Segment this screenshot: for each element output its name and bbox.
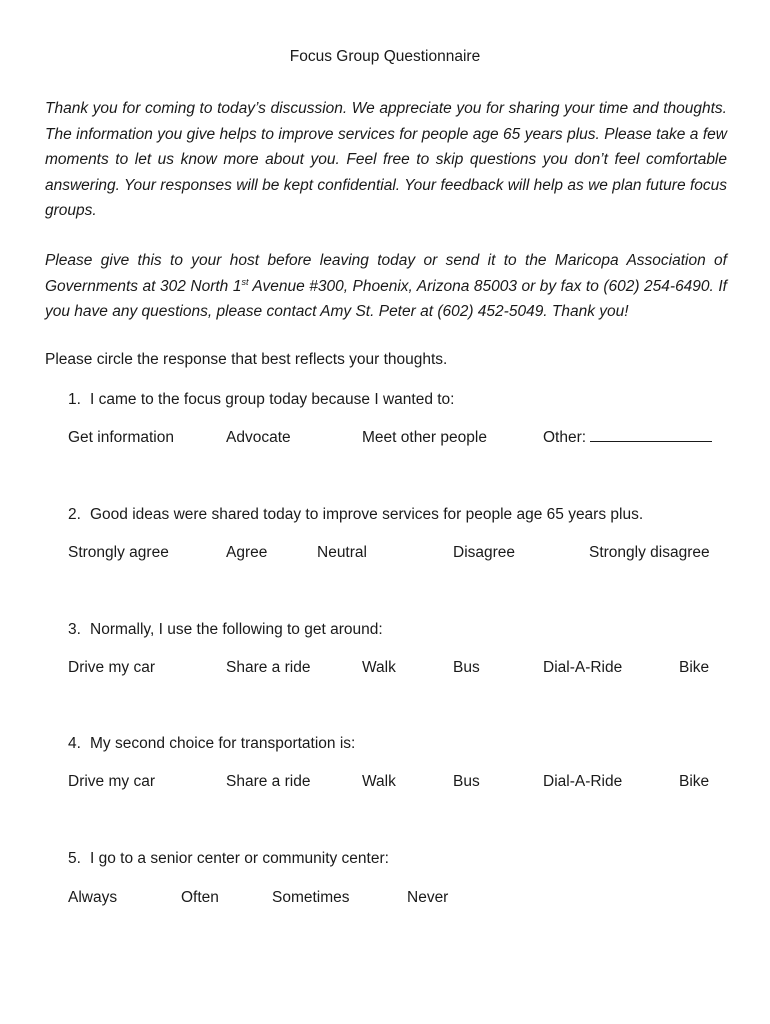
intro-paragraph: Thank you for coming to today’s discussion. We appreciate you for sharing your time and thoughts. The information you give helps to improve services for people age 65 years plus. Please take a few moments to let us know more about you. Feel free to skip questions you don’t feel comfortable answering. Your responses will be kept confidential. Your feedback will help as we plan future focus groups. [45,100,727,219]
option-bike[interactable]: Bike [679,773,710,790]
option-share-a-ride[interactable]: Share a ride [226,659,311,676]
option-sometimes[interactable]: Sometimes [272,889,350,906]
question-text: My second choice for transportation is: [90,735,356,752]
option-meet-other-people[interactable]: Meet other people [362,429,487,446]
option-other-label: Other: [543,429,587,446]
question-5 [68,850,389,868]
option-get-information[interactable]: Get information [68,429,174,446]
question-number: 4. [68,735,81,752]
option-dial-a-ride[interactable]: Dial-A-Ride [543,773,623,790]
ordinal-suffix: st [241,276,249,287]
question-text: I came to the focus group today because I wanted to: [90,391,455,408]
return-instructions-paragraph [45,248,727,325]
option-bus[interactable]: Bus [453,773,480,790]
question-1 [68,391,454,409]
return-text-part2: Avenue #300, Phoenix, Arizona 85003 or by fax to (602) 254-6490. If you have any questions, please contact Amy St. Peter at (602) 452-5049. Thank you! [45,277,727,320]
option-strongly-agree[interactable]: Strongly agree [68,544,169,561]
question-number: 3. [68,621,81,638]
option-often[interactable]: Often [181,889,219,906]
option-dial-a-ride[interactable]: Dial-A-Ride [543,659,623,676]
question-number: 1. [68,391,81,408]
question-number: 2. [68,506,81,523]
option-neutral[interactable]: Neutral [317,544,367,561]
option-bus[interactable]: Bus [453,659,480,676]
option-other[interactable] [543,429,712,447]
option-share-a-ride[interactable]: Share a ride [226,773,311,790]
option-drive-my-car[interactable]: Drive my car [68,773,155,790]
option-agree[interactable]: Agree [226,544,268,561]
option-disagree[interactable]: Disagree [453,544,516,561]
other-fill-in-line[interactable] [590,429,712,442]
question-text: Good ideas were shared today to improve services for people age 65 years plus. [90,506,644,523]
option-drive-my-car[interactable]: Drive my car [68,659,155,676]
page-title: Focus Group Questionnaire [289,48,481,65]
option-strongly-disagree[interactable]: Strongly disagree [589,544,710,561]
option-bike[interactable]: Bike [679,659,710,676]
option-always[interactable]: Always [68,889,118,906]
option-walk[interactable]: Walk [362,659,396,676]
circle-instructions: Please circle the response that best reflects your thoughts. [45,351,448,368]
question-number: 5. [68,850,81,867]
option-never[interactable]: Never [407,889,449,906]
question-4 [68,735,355,753]
return-text-part1: Please give this to your host before leaving today or send it to the Maricopa Association of Governments at 302 North 1 [45,252,727,295]
option-advocate[interactable]: Advocate [226,429,291,446]
question-2 [68,506,643,524]
option-walk[interactable]: Walk [362,773,396,790]
question-3 [68,621,383,639]
question-text: Normally, I use the following to get around: [90,621,383,638]
question-text: I go to a senior center or community center: [90,850,389,867]
